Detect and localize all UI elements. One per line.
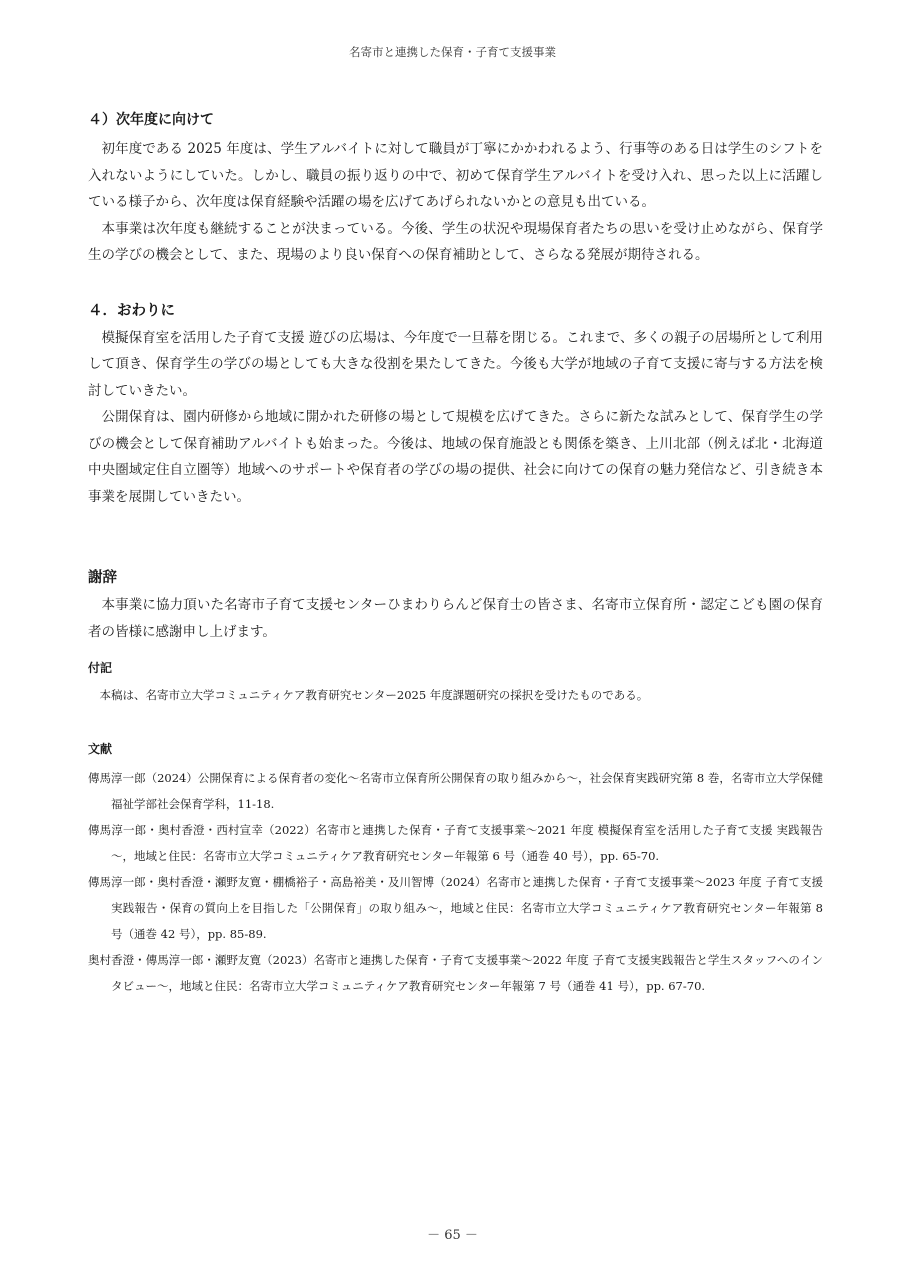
page-number: － 65 － xyxy=(427,1228,478,1243)
section-next-year xyxy=(88,108,823,269)
reference-item: 傳馬淳一郎・奥村香澄・西村宣幸（2022）名寄市と連携した保育・子育て支援事業～2021 年度 模擬保育室を活用した子育て支援 実践報告～，地域と住民：名寄市立大学コミュニティケア教育研究センター年報第 6 号（通巻 40 号），pp. 65-70. xyxy=(88,823,823,863)
section-heading-conclusion: ４．おわりに xyxy=(88,302,175,319)
section-note xyxy=(88,659,823,706)
running-header: 名寄市と連携した保育・子育て支援事業 xyxy=(349,45,556,59)
reference-item: 奥村香澄・傳馬淳一郎・瀬野友寛（2023）名寄市と連携した保育・子育て支援事業～2022 年度 子育て支援実践報告と学生スタッフへのインタビュー～，地域と住民：名寄市立大学コミュニティケア教育研究センター年報第 7 号（通巻 41 号），pp. 67-70. xyxy=(88,953,823,993)
page-body xyxy=(88,108,823,999)
acknowledgements-text: 本事業に協力頂いた名寄市子育て支援センターひまわりらんど保育士の皆さま、名寄市立保育所・認定こども園の保育者の皆様に感謝申し上げます。 xyxy=(88,597,823,640)
reference-item: 傳馬淳一郎・奥村香澄・瀬野友寛・棚橋裕子・高島裕美・及川智博（2024）名寄市と連携した保育・子育て支援事業～2023 年度 子育て支援実践報告・保育の質向上を目指した「公開保育」の取り組み～，地域と住民：名寄市立大学コミュニティケア教育研究センター年報第 8 号（通巻 42 号），pp. 85-89. xyxy=(88,875,823,941)
note-heading: 付記 xyxy=(88,661,113,675)
paragraph: 初年度である 2025 年度は、学生アルバイトに対して職員が丁寧にかかわれるよう、行事等のある日は学生のシフトを入れないようにしていた。しかし、職員の振り返りの中で、初めて保育学生アルバイトを受け入れ、思った以上に活躍している様子から、次年度は保育経験や活躍の場を広げてあげられないかとの意見も出ている。 xyxy=(88,141,823,210)
section-conclusion xyxy=(88,299,823,511)
paragraph: 模擬保育室を活用した子育て支援 遊びの広場は、今年度で一旦幕を閉じる。これまで、多くの親子の居場所として利用して頂き、保育学生の学びの場としても大きな役割を果たしてきた。今後も大学が地域の子育て支援に寄与する方法を検討していきたい。 xyxy=(88,329,823,399)
references-heading: 文献 xyxy=(88,742,113,756)
section-acknowledgements xyxy=(88,566,823,645)
paragraph: 本事業は次年度も継続することが決まっている。今後、学生の状況や現場保育者たちの思いを受け止めながら、保育学生の学びの機会として、また、現場のより良い保育への保育補助として、さらなる発展が期待される。 xyxy=(88,220,823,263)
acknowledgements-heading: 謝辞 xyxy=(88,570,117,586)
section-heading-next-year: ４）次年度に向けて xyxy=(88,112,214,128)
note-text: 本稿は、名寄市立大学コミュニティケア教育研究センター2025 年度課題研究の採択を受けたものである。 xyxy=(99,688,649,702)
section-references xyxy=(88,740,823,999)
reference-item: 傳馬淳一郎（2024）公開保育による保育者の変化～名寄市立保育所公開保育の取り組みから～，社会保育実践研究第 8 巻，名寄市立大学保健福祉学部社会保育学科，11-18. xyxy=(88,771,823,811)
paragraph: 公開保育は、園内研修から地域に開かれた研修の場として規模を広げてきた。さらに新たな試みとして、保育学生の学びの機会として保育補助アルバイトも始まった。今後は、地域の保育施設とも関係を築き、上川北部（例えば北・北海道中央圏域定住自立圏等）地域へのサポートや保育者の学びの場の提供、社会に向けての保育の魅力発信など、引き続き本事業を展開していきたい。 xyxy=(88,409,823,505)
